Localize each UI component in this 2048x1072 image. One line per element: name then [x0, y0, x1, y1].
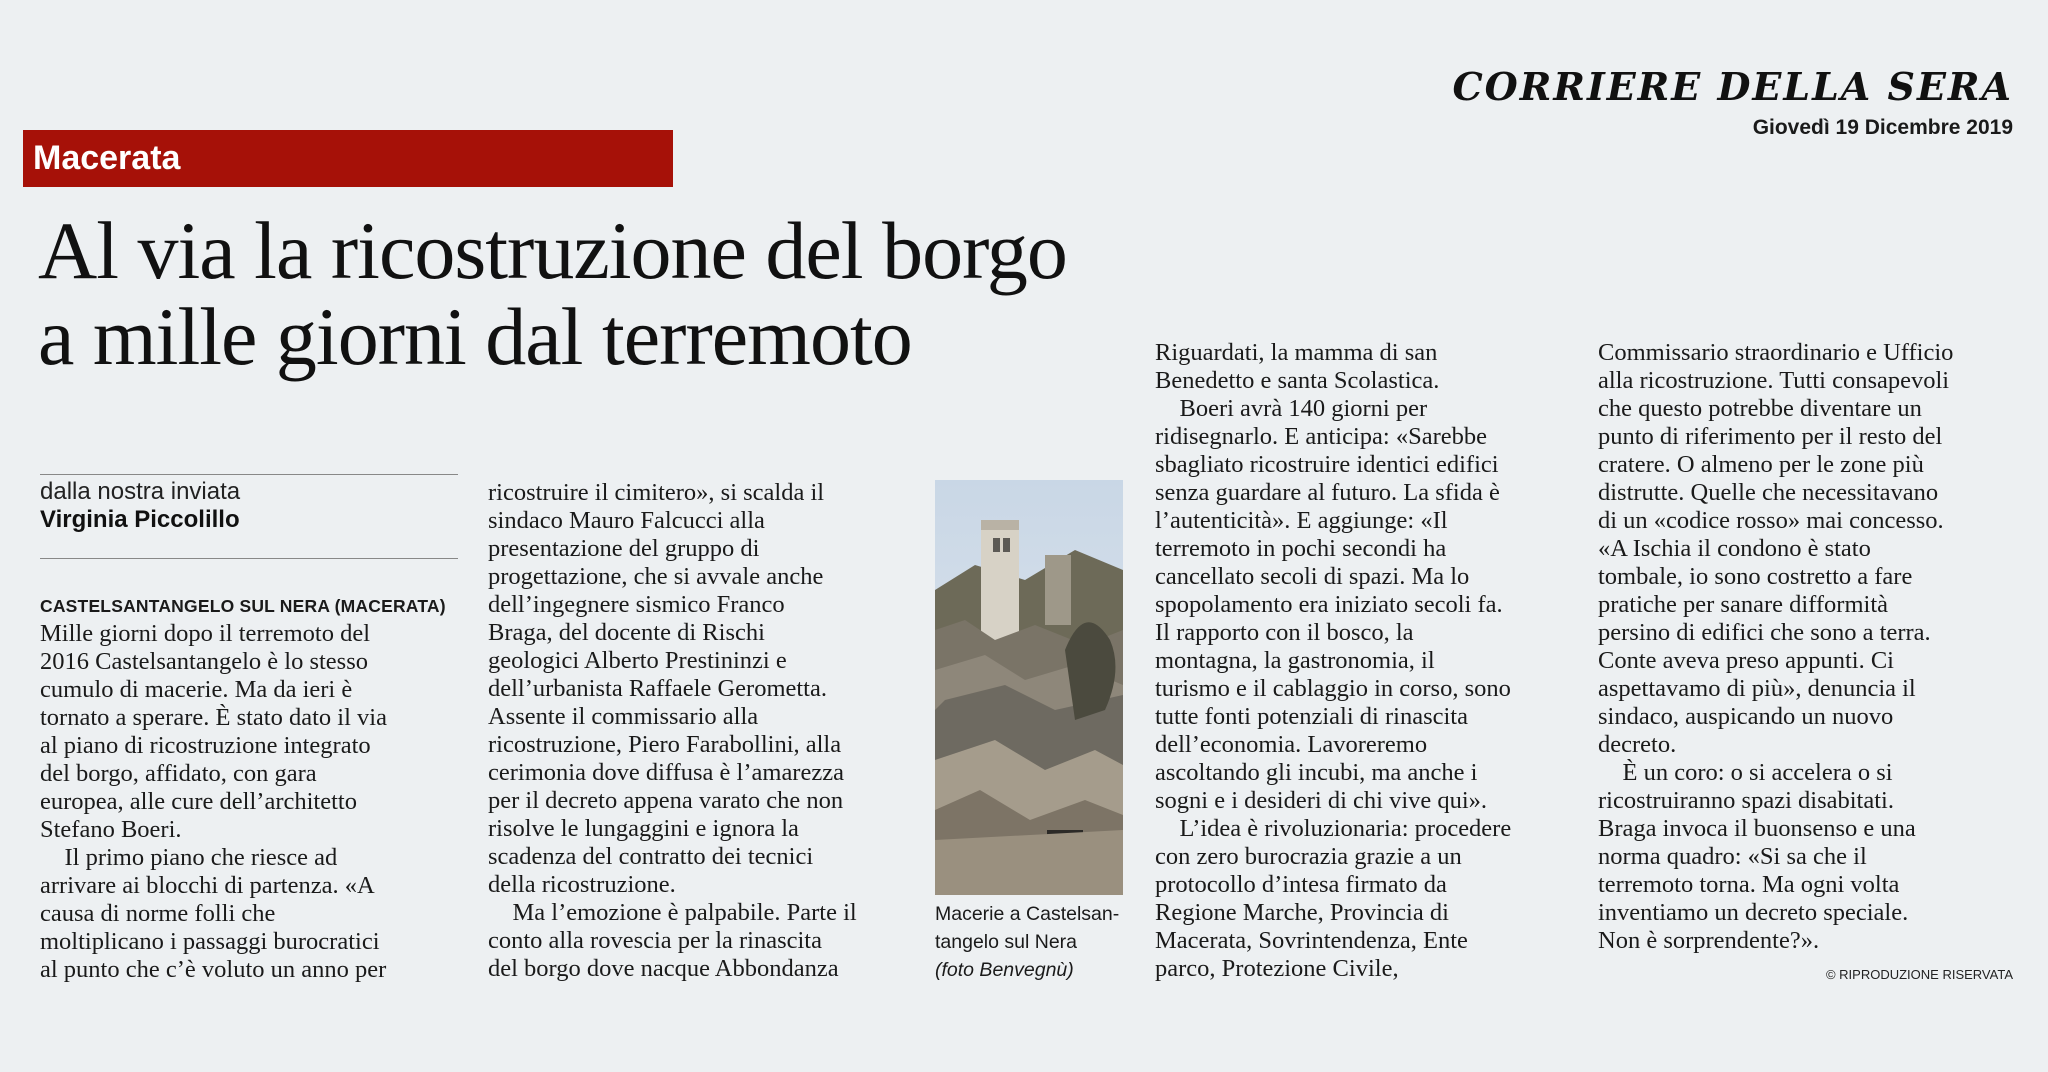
article-text-line: inventiamo un decreto speciale. [1598, 899, 1909, 926]
article-text-line: Assente il commissario alla [488, 703, 759, 730]
article-text-line: montagna, la gastronomia, il [1155, 647, 1435, 674]
headline [38, 205, 1118, 382]
article-column-3 [1155, 339, 1511, 983]
article-text-line: distrutte. Quelle che necessitavano [1598, 479, 1939, 506]
article-text-line: cumulo di macerie. Ma da ieri è [40, 676, 353, 703]
article-text-line: turismo e il cablaggio in corso, sono [1155, 675, 1511, 702]
article-text-line: Braga, del docente di Rischi [488, 619, 765, 646]
article-column-2 [488, 479, 857, 983]
article-text-line: norma quadro: «Si sa che il [1598, 843, 1867, 870]
article-text-line: ricostruire il cimitero», si scalda il [488, 479, 825, 506]
article-text-line: ricostruzione, Piero Farabollini, alla [488, 731, 842, 758]
article-text-line: l’autenticità». E aggiunge: «Il [1155, 507, 1448, 534]
article-column-4 [1598, 339, 1953, 955]
article-text-line: parco, Protezione Civile, [1155, 955, 1399, 982]
photo-credit: (foto Benvegnù) [935, 959, 1074, 981]
article-text-line: scadenza del contratto dei tecnici [488, 843, 814, 870]
headline-line: Al via la ricostruzione del borgo [38, 205, 1067, 296]
article-text-line: Braga invoca il buonsenso e una [1598, 815, 1916, 842]
article-text-line: Benedetto e santa Scolastica. [1155, 367, 1440, 394]
headline-line: a mille giorni dal terremoto [38, 291, 912, 382]
article-text-line: Il rapporto con il bosco, la [1155, 619, 1414, 646]
article-text-line: progettazione, che si avvale anche [488, 563, 824, 590]
byline-bottom-rule [40, 558, 458, 559]
article-text-line: Non è sorprendente?». [1598, 927, 1820, 954]
article-text-line: sindaco Mauro Falcucci alla [488, 507, 765, 534]
article-text-line: moltiplicano i passaggi burocratici [40, 928, 380, 955]
article-text-line: arrivare ai blocchi di partenza. «A [40, 872, 375, 899]
article-text-line: al piano di ricostruzione integrato [40, 732, 371, 759]
article-text-line: sogni e i desideri di chi vive qui». [1155, 787, 1488, 814]
article-text-line: aspettavamo di più», denuncia il [1598, 675, 1916, 702]
article-text-line: terremoto in pochi secondi ha [1155, 535, 1447, 562]
article-text-line: dell’urbanista Raffaele Gerometta. [488, 675, 827, 702]
article-column-1 [40, 592, 446, 984]
article-text-line: Riguardati, la mamma di san [1155, 339, 1438, 366]
byline-top-rule [40, 474, 458, 475]
article-text-line: Ma l’emozione è palpabile. Parte il [488, 899, 857, 926]
article-text-line: Macerata, Sovrintendenza, Ente [1155, 927, 1468, 954]
article-text-line: Il primo piano che riesce ad [40, 844, 338, 871]
article-text-line: protocollo d’intesa firmato da [1155, 871, 1447, 898]
article-text-line: di un «codice rosso» mai concesso. [1598, 507, 1944, 534]
article-text-line: Regione Marche, Provincia di [1155, 899, 1449, 926]
article-text-line: Conte aveva preso appunti. Ci [1598, 647, 1894, 674]
article-text-line: senza guardare al futuro. La sfida è [1155, 479, 1500, 506]
article-text-line: per il decreto appena varato che non [488, 787, 844, 814]
article-text-line: È un coro: o si accelera o si [1598, 759, 1893, 786]
article-text-line: alla ricostruzione. Tutti consapevoli [1598, 367, 1950, 394]
article-text-line: spopolamento era iniziato secoli fa. [1155, 591, 1503, 618]
article-text-line: cratere. O almeno per le zone più [1598, 451, 1924, 478]
article-text-line: Boeri avrà 140 giorni per [1155, 395, 1428, 422]
article-text-line: tombale, io sono costretto a fare [1598, 563, 1913, 590]
article-text-line: dell’economia. Lavoreremo [1155, 731, 1428, 758]
article-text-line: con zero burocrazia grazie a un [1155, 843, 1462, 870]
article-text-line: pratiche per sanare difformità [1598, 591, 1889, 618]
article-text-line: L’idea è rivoluzionaria: procedere [1155, 815, 1512, 842]
article-text-line: geologici Alberto Prestininzi e [488, 647, 787, 674]
article-text-line: sbagliato ricostruire identici edifici [1155, 451, 1499, 478]
article-text-line: cancellato secoli di spazi. Ma lo [1155, 563, 1470, 590]
article-text-line: causa di norme folli che [40, 900, 276, 927]
copyright-notice: © RIPRODUZIONE RISERVATA [1825, 967, 2013, 982]
article-text-line: conto alla rovescia per la rinascita [488, 927, 822, 954]
article-photo [935, 480, 1123, 895]
article-text-line: al punto che c’è voluto un anno per [40, 956, 387, 983]
article-text-line: sindaco, auspicando un nuovo [1598, 703, 1894, 730]
article-text-line: Mille giorni dopo il terremoto del [40, 620, 371, 647]
article-text-line: decreto. [1598, 731, 1677, 758]
photo-caption [935, 900, 1119, 984]
article-text-line: 2016 Castelsantangelo è lo stesso [40, 648, 368, 675]
article-text-line: ridisegnarlo. E anticipa: «Sarebbe [1155, 423, 1487, 450]
section-label: Macerata [23, 130, 673, 187]
byline-intro: dalla nostra inviata [40, 478, 241, 505]
article-text-line: terremoto torna. Ma ogni volta [1598, 871, 1900, 898]
article-text-line: risolve le lungaggini e ignora la [488, 815, 799, 842]
article-text-line: Stefano Boeri. [40, 816, 182, 843]
caption-line: tangelo sul Nera [935, 931, 1078, 953]
rubble-village-image [935, 480, 1123, 895]
article-text-line: ricostruiranno spazi disabitati. [1598, 787, 1894, 814]
article-text-line: «A Ischia il condono è stato [1598, 535, 1871, 562]
article-text-line: cerimonia dove diffusa è l’amarezza [488, 759, 844, 786]
byline-author: Virginia Piccolillo [40, 506, 240, 533]
article-text-line: Commissario straordinario e Ufficio [1598, 339, 1954, 366]
publication-date: Giovedì 19 Dicembre 2019 [1752, 116, 2013, 139]
article-text-line: punto di riferimento per il resto del [1598, 423, 1943, 450]
article-text-line: della ricostruzione. [488, 871, 676, 898]
article-text-line: che questo potrebbe diventare un [1598, 395, 1922, 422]
caption-line: Macerie a Castelsan- [935, 903, 1120, 925]
article-text-line: persino di edifici che sono a terra. [1598, 619, 1931, 646]
article-text-line: dell’ingegnere sismico Franco [488, 591, 785, 618]
article-text-line: europea, alle cure dell’architetto [40, 788, 357, 815]
article-text-line: del borgo, affidato, con gara [40, 760, 317, 787]
article-text-line: tornato a sperare. È stato dato il via [40, 704, 387, 731]
masthead: CORRIERE DELLA SERA [1452, 64, 2013, 109]
article-text-line: presentazione del gruppo di [488, 535, 760, 562]
article-text-line: del borgo dove nacque Abbondanza [488, 955, 839, 982]
article-text-line: ascoltando gli incubi, ma anche i [1155, 759, 1478, 786]
article-text-line: tutte fonti potenziali di rinascita [1155, 703, 1468, 730]
dateline: CASTELSANTANGELO SUL NERA (MACERATA) [40, 596, 446, 616]
